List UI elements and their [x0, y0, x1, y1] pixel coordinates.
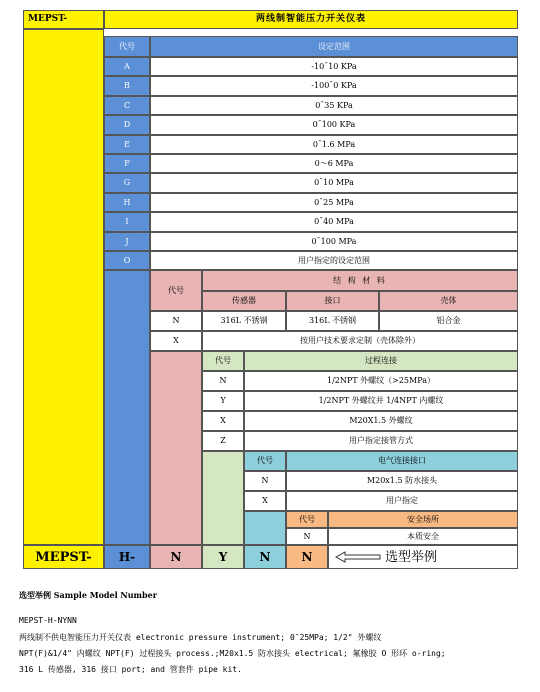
range-code-cell: G: [104, 173, 150, 193]
process-code-cell: Z: [202, 431, 244, 451]
safety-code-header: 代号: [286, 511, 328, 528]
electrical-value-n: M20x1.5 防水接头: [286, 471, 518, 491]
range-value-cell: 0¯40 MPa: [150, 212, 518, 232]
range-code-cell: B: [104, 76, 150, 96]
range-header: 设定范围: [150, 36, 518, 57]
range-code-cell: O: [104, 251, 150, 270]
process-header: 过程连接: [244, 351, 518, 371]
example-label-cell: [328, 545, 518, 569]
material-code-column: [150, 351, 202, 545]
process-code-column: [202, 451, 244, 545]
range-code-cell: C: [104, 96, 150, 115]
sample-line-2: NPT(F)&1/4" 内螺纹 NPT(F) 过程接头 process.;M20x1.5 防水接头 electrical; 氟橡胶 O 形环 o-ring;: [19, 649, 446, 658]
material-code-n: N: [150, 311, 202, 331]
range-code-header: 代号: [104, 36, 150, 57]
material-port-n: 316L 不锈钢: [286, 311, 379, 331]
safety-value-n: 本质安全: [328, 528, 518, 545]
sample-heading: 选型举例 Sample Model Number: [19, 590, 157, 600]
range-value-cell: 0¯10 MPa: [150, 173, 518, 193]
process-value-cell: 1/2NPT 外螺纹并 1/4NPT 内螺纹: [244, 391, 518, 411]
example-range-code: H-: [104, 545, 150, 569]
range-value-cell: -100¯0 KPa: [150, 76, 518, 96]
range-code-cell: H: [104, 193, 150, 212]
material-port-header: 接口: [286, 291, 379, 311]
process-value-cell: 用户指定接管方式: [244, 431, 518, 451]
range-code-cell: I: [104, 212, 150, 232]
model-prefix-column: [23, 29, 104, 545]
process-value-cell: M20X1.5 外螺纹: [244, 411, 518, 431]
material-shell-header: 壳体: [379, 291, 518, 311]
range-code-cell: F: [104, 154, 150, 173]
range-code-cell: D: [104, 115, 150, 135]
material-code-header: 代号: [150, 270, 202, 311]
example-model: MEPST-: [23, 545, 104, 569]
example-material-code: N: [150, 545, 202, 569]
range-value-cell: 0～6 MPa: [150, 154, 518, 173]
range-code-cell: A: [104, 57, 150, 76]
range-value-cell: 0¯100 KPa: [150, 115, 518, 135]
material-code-x: X: [150, 331, 202, 351]
electrical-code-n: N: [244, 471, 286, 491]
process-code-cell: X: [202, 411, 244, 431]
example-label: 选型举例: [385, 549, 438, 565]
range-code-column: [104, 270, 150, 545]
material-sensor-n: 316L 不锈钢: [202, 311, 286, 331]
left-arrow-icon: [335, 551, 381, 563]
example-process-code: Y: [202, 545, 244, 569]
example-safety-code: N: [286, 545, 328, 569]
model-prefix-header: MEPST-: [23, 10, 104, 29]
electrical-code-header: 代号: [244, 451, 286, 471]
range-value-cell: 0¯100 MPa: [150, 232, 518, 251]
sample-line-3: 316 L 传感器, 316 接口 port; and 管套件 pipe kit.: [19, 665, 242, 674]
electrical-code-column: [244, 511, 286, 545]
range-value-cell: 用户指定的设定范围: [150, 251, 518, 270]
range-value-cell: 0¯25 MPa: [150, 193, 518, 212]
table-title: 两线制智能压力开关仪表: [104, 10, 518, 29]
range-value-cell: 0¯35 KPa: [150, 96, 518, 115]
process-value-cell: 1/2NPT 外螺纹（>25MPa）: [244, 371, 518, 391]
range-code-cell: E: [104, 135, 150, 154]
material-shell-n: 铝合金: [379, 311, 518, 331]
process-code-header: 代号: [202, 351, 244, 371]
range-code-cell: J: [104, 232, 150, 251]
safety-code-n: N: [286, 528, 328, 545]
electrical-code-x: X: [244, 491, 286, 511]
electrical-header: 电气连接接口: [286, 451, 518, 471]
example-electrical-code: N: [244, 545, 286, 569]
process-code-cell: Y: [202, 391, 244, 411]
material-custom-x: 按用户技术要求定制（壳体除外）: [202, 331, 518, 351]
process-code-cell: N: [202, 371, 244, 391]
range-value-cell: 0¯1.6 MPa: [150, 135, 518, 154]
safety-header: 安全场所: [328, 511, 518, 528]
material-sensor-header: 传感器: [202, 291, 286, 311]
sample-line-1: 两线制不供电智能压力开关仪表 electronic pressure instrument; 0¯25MPa; 1/2" 外螺纹: [19, 633, 382, 642]
electrical-value-x: 用户指定: [286, 491, 518, 511]
range-value-cell: -10¯10 KPa: [150, 57, 518, 76]
material-header: 结 构 材 料: [202, 270, 518, 291]
sample-model: MEPST-H-NYNN: [19, 616, 77, 625]
